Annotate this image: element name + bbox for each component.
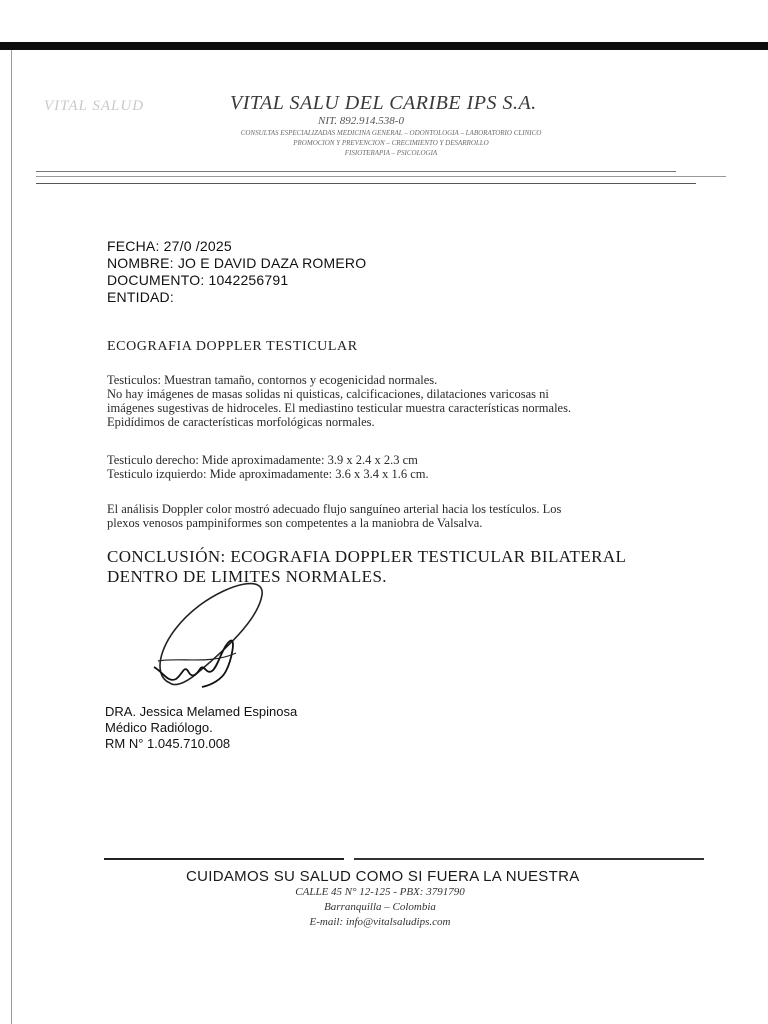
services-line: FISIOTERAPIA – PSICOLOGIA bbox=[344, 149, 438, 157]
findings-line: imágenes sugestivas de hidroceles. El mediastino testicular muestra características normales. bbox=[107, 401, 572, 415]
footer-address: CALLE 45 N° 12-125 - PBX: 3791790 bbox=[295, 886, 465, 898]
doppler-line: plexos venosos pampiniformes son competentes a la maniobra de Valsalva. bbox=[107, 516, 483, 530]
signature-block bbox=[105, 704, 297, 752]
company-logo: VITAL SALUD bbox=[44, 98, 145, 114]
patient-name-field: NOMBRE: JO E DAVID DAZA ROMERO bbox=[107, 255, 367, 271]
entity-field: ENTIDAD: bbox=[107, 289, 174, 305]
findings-paragraph bbox=[107, 373, 667, 429]
measurement-line: Testiculo derecho: Mide aproximadamente: 3.9 x 2.4 x 2.3 cm bbox=[107, 453, 418, 467]
handwritten-signature bbox=[140, 575, 290, 715]
doctor-role: Médico Radiólogo. bbox=[105, 720, 213, 735]
services-line: PROMOCION Y PREVENCION – CRECIMIENTO Y DESARROLLO bbox=[293, 139, 489, 147]
header-divider bbox=[36, 176, 726, 177]
findings-line: Testiculos: Muestran tamaño, contornos y ecogenicidad normales. bbox=[107, 373, 438, 387]
services-line: CONSULTAS ESPECIALIZADAS MEDICINA GENERAL – ODONTOLOGIA – LABORATORIO CLINICO bbox=[240, 129, 542, 137]
footer-slogan: CUIDAMOS SU SALUD COMO SI FUERA LA NUESTRA bbox=[186, 868, 580, 885]
report-title: ECOGRAFIA DOPPLER TESTICULAR bbox=[107, 339, 358, 354]
doctor-name: DRA. Jessica Melamed Espinosa bbox=[105, 704, 298, 719]
scan-edge-border bbox=[0, 42, 768, 50]
conclusion-line: DENTRO DE LIMITES NORMALES. bbox=[107, 567, 387, 586]
doppler-paragraph bbox=[107, 502, 667, 530]
services-list bbox=[196, 128, 586, 158]
header-divider bbox=[36, 183, 696, 184]
company-name: VITAL SALU DEL CARIBE IPS S.A. bbox=[230, 92, 537, 114]
doppler-line: El análisis Doppler color mostró adecuado flujo sanguíneo arterial hacia los testículos. Los bbox=[107, 502, 562, 516]
date-field: FECHA: 27/0 /2025 bbox=[107, 238, 232, 254]
footer-divider bbox=[104, 857, 704, 861]
conclusion-line: CONCLUSIÓN: ECOGRAFIA DOPPLER TESTICULAR BILATERAL bbox=[107, 547, 627, 566]
footer-email: E-mail: info@vitalsaludips.com bbox=[309, 916, 451, 928]
document-field: DOCUMENTO: 1042256791 bbox=[107, 272, 289, 288]
measurement-line: Testiculo izquierdo: Mide aproximadamente: 3.6 x 3.4 x 1.6 cm. bbox=[107, 467, 429, 481]
findings-line: No hay imágenes de masas solidas ni quisticas, calcificaciones, dilataciones varicosas ni bbox=[107, 387, 549, 401]
measurements-paragraph bbox=[107, 453, 667, 481]
page-left-edge bbox=[11, 50, 12, 1024]
medical-registration: RM N° 1.045.710.008 bbox=[105, 736, 231, 751]
footer-city: Barranquilla – Colombia bbox=[324, 901, 436, 913]
header-divider bbox=[36, 171, 676, 172]
findings-line: Epidídimos de características morfológicas normales. bbox=[107, 415, 375, 429]
scan-margin bbox=[0, 0, 768, 42]
company-nit: NIT. 892.914.538-0 bbox=[318, 115, 404, 127]
